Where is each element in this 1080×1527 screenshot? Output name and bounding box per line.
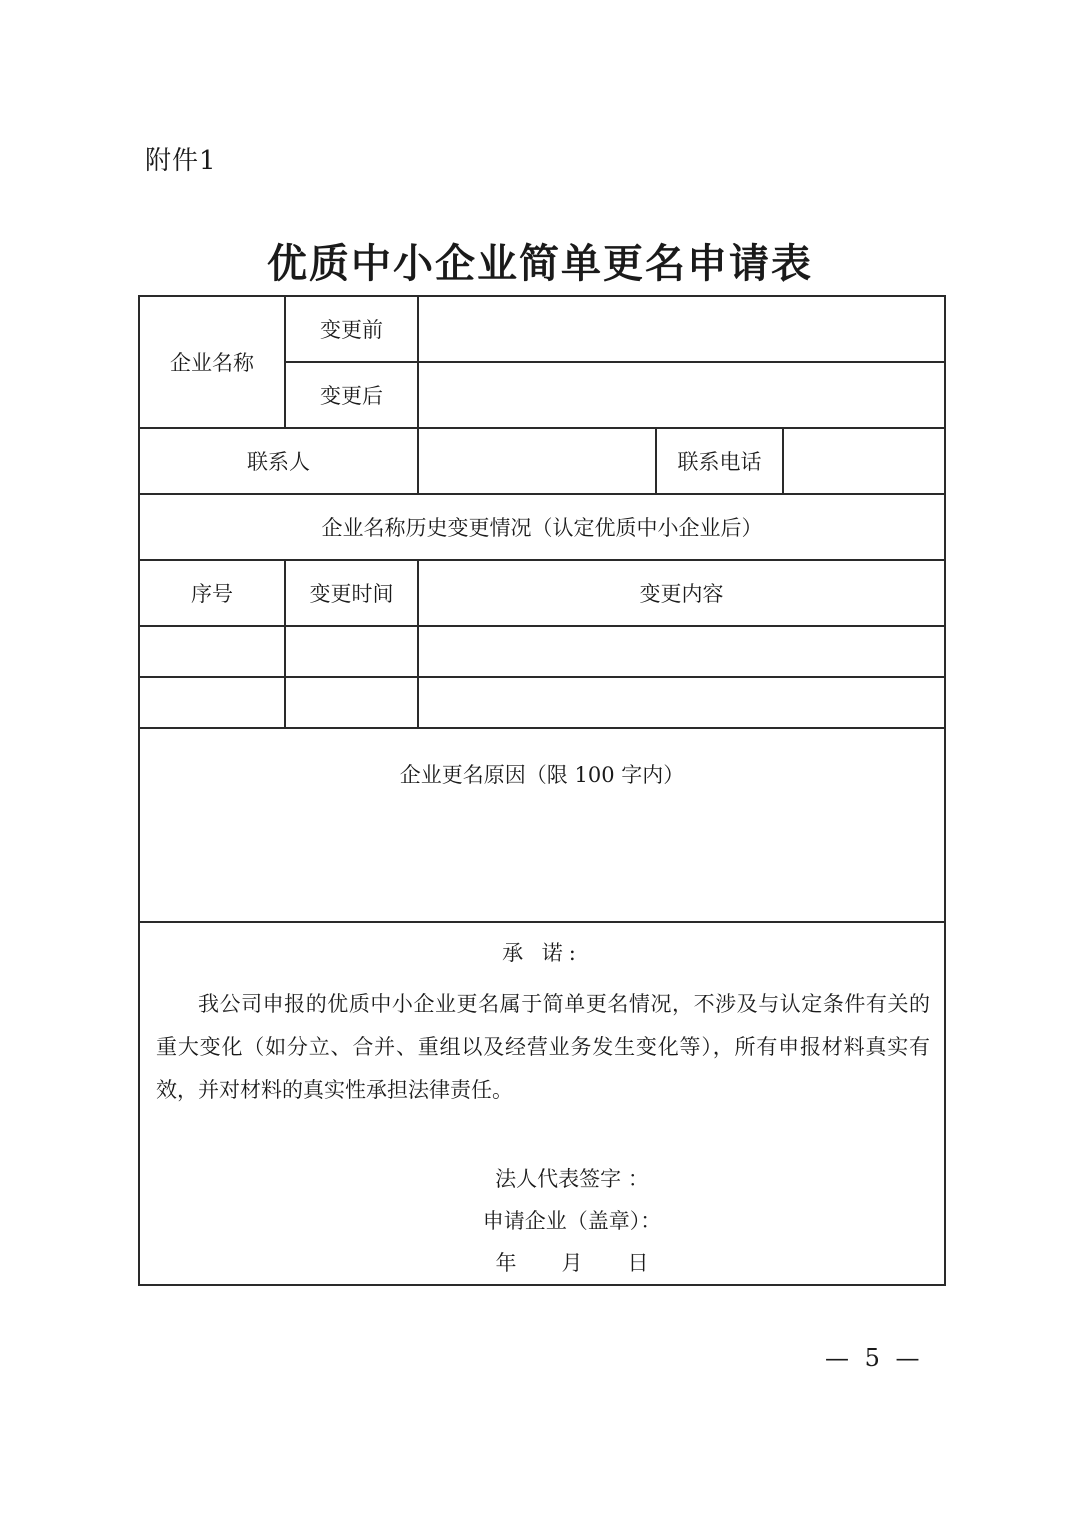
column-header-serial: 序号 bbox=[139, 560, 285, 626]
commitment-body: 我公司申报的优质中小企业更名属于简单更名情况，不涉及与认定条件有关的重大变化（如分立、合并、重组以及经营业务发生变化等），所有申报材料真实有效，并对材料的真实性承担法律责任。 bbox=[156, 992, 931, 1102]
company-name-label: 企业名称 bbox=[139, 296, 285, 428]
row-serial-field[interactable] bbox=[139, 626, 285, 677]
before-change-label: 变更前 bbox=[285, 296, 418, 362]
after-change-label: 变更后 bbox=[285, 362, 418, 428]
before-change-field[interactable] bbox=[418, 296, 945, 362]
company-seal-label: 申请企业（盖章）： bbox=[482, 1209, 662, 1233]
contact-person-label: 联系人 bbox=[139, 428, 418, 494]
table-row bbox=[139, 626, 945, 677]
contact-phone-field[interactable] bbox=[783, 428, 945, 494]
date-year-label: 年 bbox=[495, 1251, 517, 1275]
legal-rep-signature-label: 法人代表签字 ： bbox=[495, 1167, 649, 1191]
row-content-field[interactable] bbox=[418, 677, 945, 728]
row-serial-field[interactable] bbox=[139, 677, 285, 728]
rename-reason-field[interactable] bbox=[139, 728, 945, 922]
application-form-table bbox=[138, 295, 946, 1286]
date-month-label: 月 bbox=[561, 1251, 583, 1275]
row-content-field[interactable] bbox=[418, 626, 945, 677]
column-header-change-content: 变更内容 bbox=[418, 560, 945, 626]
commitment-title: 承 诺: bbox=[502, 941, 582, 965]
page-title: 优质中小企业简单更名申请表 bbox=[267, 240, 813, 287]
table-row bbox=[139, 677, 945, 728]
contact-person-field[interactable] bbox=[418, 428, 656, 494]
row-time-field[interactable] bbox=[285, 677, 418, 728]
contact-phone-label: 联系电话 bbox=[656, 428, 783, 494]
date-line bbox=[200, 1242, 944, 1284]
commitment-section bbox=[139, 922, 945, 1285]
page-number: — 5 — bbox=[825, 1344, 924, 1372]
rename-reason-label: 企业更名原因（限 100 字内） bbox=[399, 763, 685, 787]
date-day-label: 日 bbox=[627, 1251, 649, 1275]
column-header-change-time: 变更时间 bbox=[285, 560, 418, 626]
name-history-heading: 企业名称历史变更情况（认定优质中小企业后） bbox=[139, 494, 945, 560]
after-change-field[interactable] bbox=[418, 362, 945, 428]
row-time-field[interactable] bbox=[285, 626, 418, 677]
attachment-label: 附件1 bbox=[145, 146, 217, 176]
